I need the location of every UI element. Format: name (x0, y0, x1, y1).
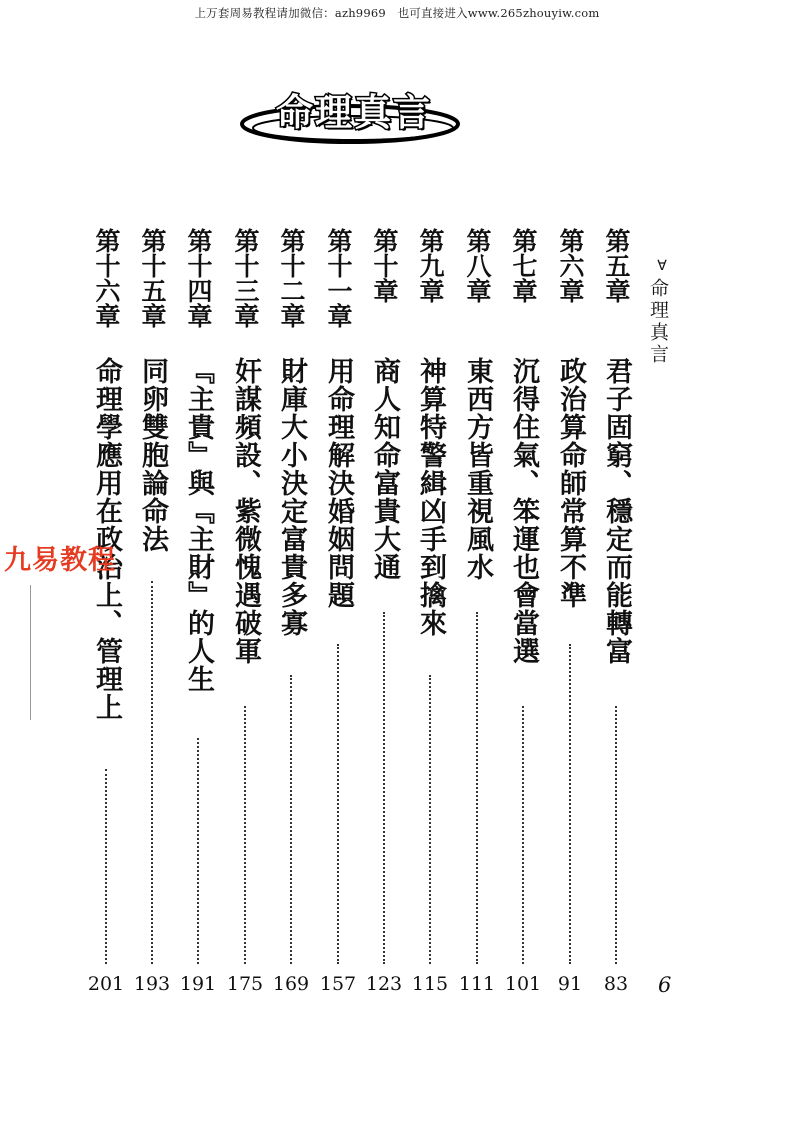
toc-chapter-label: 第十三章 (231, 228, 260, 328)
toc-chapter-label: 第八章 (463, 228, 492, 303)
toc-chapter-label: 第十六章 (92, 228, 121, 328)
toc-entry[interactable] (503, 228, 543, 1028)
toc-page-number: 115 (411, 973, 449, 995)
leader-dots (244, 706, 246, 964)
toc-page-number: 157 (319, 973, 357, 995)
toc-chapter-label: 第十四章 (184, 228, 213, 328)
toc-entry[interactable] (86, 228, 126, 1028)
toc-chapter-label: 第七章 (509, 228, 538, 303)
toc-title: 神算特警緝凶手到擒來 (415, 357, 446, 637)
toc-entry[interactable] (271, 228, 311, 1028)
toc-title: 『主貴』與『主財』的人生 (183, 357, 214, 693)
toc-page-number: 83 (603, 973, 629, 995)
leader-dots (476, 612, 478, 964)
toc-chapter-label: 第十一章 (324, 228, 353, 328)
toc-chapter-label: 第十章 (370, 228, 399, 303)
toc-page-number: 101 (504, 973, 542, 995)
watermark-line (30, 585, 31, 720)
toc-chapter-label: 第五章 (602, 228, 631, 303)
toc-title: 君子固窮、穩定而能轉富 (601, 357, 632, 665)
book-logo (240, 78, 465, 150)
toc-page-number: 201 (87, 973, 125, 995)
toc-chapter-label: 第九章 (416, 228, 445, 303)
toc-entry[interactable] (364, 228, 404, 1028)
toc-chapter-label: 第十五章 (138, 228, 167, 328)
leader-dots (151, 581, 153, 964)
toc-entry[interactable] (596, 228, 636, 1028)
leader-dots (569, 644, 571, 964)
toc-entry[interactable] (225, 228, 265, 1028)
toc-page-number: 123 (365, 973, 403, 995)
toc-title: 用命理解決婚姻問題 (323, 357, 354, 609)
toc-title: 商人知命富貴大通 (369, 357, 400, 581)
running-header-title: 命理真言 (647, 278, 669, 366)
logo-title: 命理真言 (276, 91, 432, 134)
toc-title: 東西方皆重視風水 (462, 357, 493, 581)
toc-entry[interactable] (550, 228, 590, 1028)
toc-entry[interactable] (132, 228, 172, 1028)
leader-dots (383, 612, 385, 964)
leader-dots (429, 675, 431, 964)
toc-page-number: 175 (226, 973, 264, 995)
toc-entry[interactable] (457, 228, 497, 1028)
toc-title: 財庫大小決定富貴多寡 (276, 357, 307, 637)
top-banner: 上万套周易教程请加微信：azh9969 也可直接进入www.265zhouyiw.com (194, 6, 600, 20)
toc-entry[interactable] (410, 228, 450, 1028)
toc-entry[interactable] (318, 228, 358, 1028)
toc-title: 沉得住氣、笨運也會當選 (508, 357, 539, 665)
leader-dots (290, 675, 292, 964)
toc-entry[interactable] (178, 228, 218, 1028)
leader-dots (105, 769, 107, 964)
toc-chapter-label: 第十二章 (277, 228, 306, 328)
header-marker-icon: ∀ (657, 258, 667, 274)
toc-title: 命理學應用在政治上、管理上 (91, 357, 122, 721)
toc-page-number: 111 (458, 973, 496, 995)
leader-dots (522, 706, 524, 964)
toc-page-number: 91 (557, 973, 583, 995)
toc-page-number: 191 (179, 973, 217, 995)
leader-dots (615, 706, 617, 964)
toc-title: 同卵雙胞論命法 (137, 357, 168, 553)
toc-title: 奸謀頻設、紫微愧遇破軍 (230, 357, 261, 665)
folio-number: 6 (658, 973, 672, 997)
toc-title: 政治算命師常算不準 (555, 357, 586, 609)
leader-dots (197, 738, 199, 964)
toc-page-number: 193 (133, 973, 171, 995)
watermark-text: 九易教程 (4, 545, 116, 576)
toc-page-number: 169 (272, 973, 310, 995)
toc-chapter-label: 第六章 (556, 228, 585, 303)
leader-dots (337, 644, 339, 964)
